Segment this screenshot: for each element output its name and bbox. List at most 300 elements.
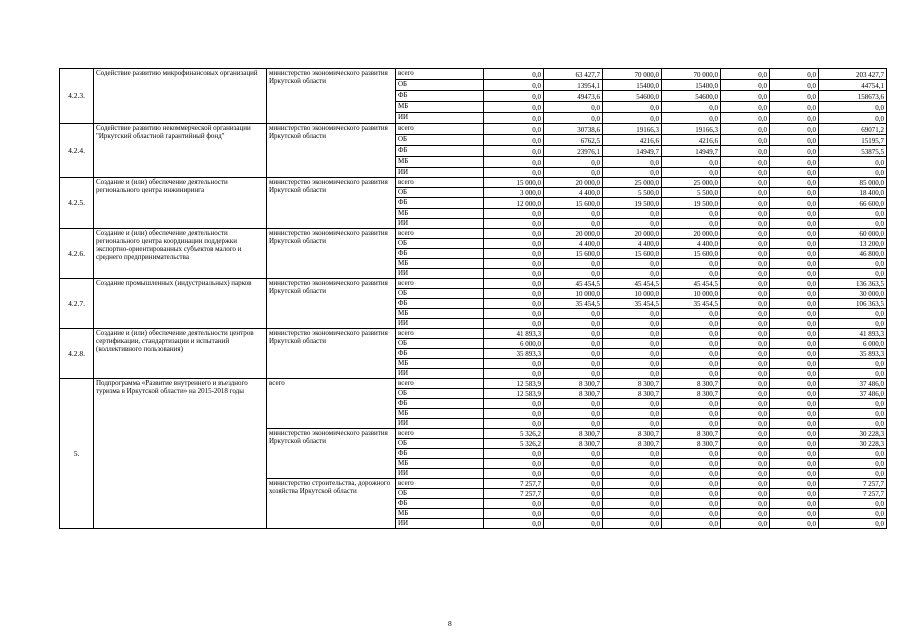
amount-cell: 15195,7 xyxy=(819,135,887,146)
amount-cell: 7 257,7 xyxy=(819,479,887,489)
funding-source: всего xyxy=(396,379,484,389)
funding-source: ОБ xyxy=(396,239,484,249)
executor-name: министерство экономического развития Иркутской области xyxy=(267,429,396,479)
funding-source: всего xyxy=(396,279,484,289)
amount-cell: 0,0 xyxy=(770,168,819,178)
funding-source: ИИ xyxy=(396,419,484,429)
amount-cell: 0,0 xyxy=(721,429,770,439)
amount-cell: 15400,0 xyxy=(603,80,662,91)
section-name: Подпрограмма «Развитие внутреннего и въездного туризма в Иркутской области» на 2015-2018 годы xyxy=(94,379,267,529)
funding-source: МБ xyxy=(396,157,484,168)
amount-cell: 0,0 xyxy=(721,249,770,259)
amount-cell: 0,0 xyxy=(544,489,603,499)
amount-cell: 0,0 xyxy=(721,519,770,529)
funding-source: всего xyxy=(396,429,484,439)
amount-cell: 0,0 xyxy=(819,219,887,229)
amount-cell: 0,0 xyxy=(721,409,770,419)
amount-cell: 0,0 xyxy=(662,359,721,369)
amount-cell: 0,0 xyxy=(819,369,887,379)
funding-source: ИИ xyxy=(396,113,484,124)
amount-cell: 0,0 xyxy=(484,102,544,113)
amount-cell: 0,0 xyxy=(603,369,662,379)
section-name: Создание и (или) обеспечение деятельности центров сертификации, стандартизации и испытаний (коллективного пользования) xyxy=(94,329,267,379)
amount-cell: 0,0 xyxy=(484,146,544,157)
table-row xyxy=(60,178,887,188)
amount-cell: 0,0 xyxy=(662,157,721,168)
amount-cell: 0,0 xyxy=(484,399,544,409)
amount-cell: 0,0 xyxy=(544,209,603,219)
amount-cell: 0,0 xyxy=(770,459,819,469)
amount-cell: 0,0 xyxy=(544,219,603,229)
funding-source: МБ xyxy=(396,459,484,469)
amount-cell: 0,0 xyxy=(662,113,721,124)
funding-source: ФБ xyxy=(396,349,484,359)
amount-cell: 0,0 xyxy=(603,499,662,509)
amount-cell: 7 257,7 xyxy=(484,479,544,489)
amount-cell: 0,0 xyxy=(662,269,721,279)
amount-cell: 8 300,7 xyxy=(662,389,721,399)
amount-cell: 0,0 xyxy=(770,309,819,319)
amount-cell: 0,0 xyxy=(603,509,662,519)
amount-cell: 35 454,5 xyxy=(603,299,662,309)
amount-cell: 0,0 xyxy=(544,349,603,359)
amount-cell: 0,0 xyxy=(484,168,544,178)
amount-cell: 8 300,7 xyxy=(662,429,721,439)
funding-source: ФБ xyxy=(396,249,484,259)
amount-cell: 0,0 xyxy=(819,259,887,269)
amount-cell: 19166,3 xyxy=(662,124,721,135)
amount-cell: 20 000,0 xyxy=(603,229,662,239)
amount-cell: 0,0 xyxy=(819,168,887,178)
amount-cell: 8 300,7 xyxy=(544,379,603,389)
amount-cell: 0,0 xyxy=(662,449,721,459)
amount-cell: 0,0 xyxy=(484,135,544,146)
amount-cell: 0,0 xyxy=(662,259,721,269)
funding-source: ИИ xyxy=(396,469,484,479)
amount-cell: 4 400,0 xyxy=(544,188,603,198)
amount-cell: 4 400,0 xyxy=(544,239,603,249)
section-name: Создание промышленных (индустриальных) парков xyxy=(94,279,267,329)
amount-cell: 4216,6 xyxy=(603,135,662,146)
amount-cell: 0,0 xyxy=(819,157,887,168)
amount-cell: 0,0 xyxy=(603,359,662,369)
amount-cell: 0,0 xyxy=(544,168,603,178)
funding-source: ФБ xyxy=(396,499,484,509)
amount-cell: 15 000,0 xyxy=(484,178,544,188)
amount-cell: 0,0 xyxy=(662,369,721,379)
amount-cell: 0,0 xyxy=(721,259,770,269)
amount-cell: 0,0 xyxy=(544,479,603,489)
amount-cell: 0,0 xyxy=(544,269,603,279)
amount-cell: 19 500,0 xyxy=(662,198,721,209)
amount-cell: 0,0 xyxy=(721,489,770,499)
amount-cell: 14949,7 xyxy=(603,146,662,157)
funding-source: МБ xyxy=(396,259,484,269)
amount-cell: 7 257,7 xyxy=(819,489,887,499)
budget-table xyxy=(59,68,887,529)
funding-source: МБ xyxy=(396,359,484,369)
amount-cell: 0,0 xyxy=(603,459,662,469)
amount-cell: 0,0 xyxy=(770,359,819,369)
executor-name: министерство экономического развития Иркутской области xyxy=(267,329,396,379)
amount-cell: 0,0 xyxy=(770,429,819,439)
amount-cell: 0,0 xyxy=(770,229,819,239)
executor-name: министерство строительства, дорожного хозяйства Иркутской области xyxy=(267,479,396,529)
amount-cell: 0,0 xyxy=(544,259,603,269)
amount-cell: 0,0 xyxy=(770,499,819,509)
executor-name: министерство экономического развития Иркутской области xyxy=(267,124,396,178)
amount-cell: 0,0 xyxy=(721,80,770,91)
amount-cell: 0,0 xyxy=(721,157,770,168)
funding-source: ОБ xyxy=(396,439,484,449)
amount-cell: 0,0 xyxy=(770,489,819,499)
amount-cell: 0,0 xyxy=(721,269,770,279)
amount-cell: 0,0 xyxy=(770,209,819,219)
amount-cell: 18 400,0 xyxy=(819,188,887,198)
amount-cell: 66 600,0 xyxy=(819,198,887,209)
amount-cell: 0,0 xyxy=(603,449,662,459)
amount-cell: 0,0 xyxy=(721,459,770,469)
amount-cell: 0,0 xyxy=(662,168,721,178)
amount-cell: 0,0 xyxy=(770,198,819,209)
amount-cell: 0,0 xyxy=(770,449,819,459)
amount-cell: 30 000,0 xyxy=(819,289,887,299)
amount-cell: 0,0 xyxy=(770,102,819,113)
section-name: Содействие развитию микрофинансовых организаций xyxy=(94,69,267,124)
amount-cell: 4216,6 xyxy=(662,135,721,146)
amount-cell: 0,0 xyxy=(721,389,770,399)
amount-cell: 0,0 xyxy=(721,509,770,519)
amount-cell: 0,0 xyxy=(721,379,770,389)
amount-cell: 0,0 xyxy=(770,124,819,135)
page-number: 8 xyxy=(448,619,452,628)
amount-cell: 0,0 xyxy=(484,359,544,369)
funding-source: ИИ xyxy=(396,219,484,229)
amount-cell: 35 454,5 xyxy=(662,299,721,309)
amount-cell: 60 000,0 xyxy=(819,229,887,239)
executor-name: министерство экономического развития Иркутской области xyxy=(267,229,396,279)
amount-cell: 0,0 xyxy=(603,329,662,339)
amount-cell: 0,0 xyxy=(544,113,603,124)
amount-cell: 0,0 xyxy=(721,299,770,309)
amount-cell: 0,0 xyxy=(721,469,770,479)
amount-cell: 37 486,0 xyxy=(819,379,887,389)
funding-source: ИИ xyxy=(396,369,484,379)
amount-cell: 0,0 xyxy=(721,399,770,409)
amount-cell: 0,0 xyxy=(662,499,721,509)
amount-cell: 37 486,0 xyxy=(819,389,887,399)
amount-cell: 0,0 xyxy=(721,319,770,329)
amount-cell: 0,0 xyxy=(484,157,544,168)
section-code: 4.2.4. xyxy=(60,124,94,178)
amount-cell: 0,0 xyxy=(544,102,603,113)
amount-cell: 0,0 xyxy=(603,219,662,229)
funding-source: ФБ xyxy=(396,399,484,409)
funding-source: МБ xyxy=(396,102,484,113)
amount-cell: 0,0 xyxy=(819,469,887,479)
amount-cell: 0,0 xyxy=(603,168,662,178)
amount-cell: 0,0 xyxy=(603,259,662,269)
amount-cell: 0,0 xyxy=(484,409,544,419)
amount-cell: 0,0 xyxy=(544,499,603,509)
funding-source: ОБ xyxy=(396,80,484,91)
amount-cell: 15 600,0 xyxy=(544,249,603,259)
funding-source: ОБ xyxy=(396,339,484,349)
amount-cell: 0,0 xyxy=(721,209,770,219)
amount-cell: 0,0 xyxy=(721,229,770,239)
funding-source: МБ xyxy=(396,409,484,419)
section-code: 4.2.3. xyxy=(60,69,94,124)
amount-cell: 0,0 xyxy=(721,499,770,509)
table-row xyxy=(60,379,887,389)
amount-cell: 0,0 xyxy=(770,419,819,429)
executor-name: министерство экономического развития Иркутской области xyxy=(267,279,396,329)
amount-cell: 35 893,3 xyxy=(484,349,544,359)
funding-source: ИИ xyxy=(396,168,484,178)
amount-cell: 0,0 xyxy=(484,459,544,469)
amount-cell: 0,0 xyxy=(819,509,887,519)
amount-cell: 0,0 xyxy=(721,69,770,80)
amount-cell: 0,0 xyxy=(721,219,770,229)
amount-cell: 0,0 xyxy=(770,349,819,359)
amount-cell: 0,0 xyxy=(603,489,662,499)
amount-cell: 12 000,0 xyxy=(484,198,544,209)
amount-cell: 0,0 xyxy=(770,219,819,229)
amount-cell: 14949,7 xyxy=(662,146,721,157)
amount-cell: 0,0 xyxy=(603,102,662,113)
amount-cell: 6762,5 xyxy=(544,135,603,146)
amount-cell: 0,0 xyxy=(770,509,819,519)
funding-source: ОБ xyxy=(396,389,484,399)
funding-source: всего xyxy=(396,329,484,339)
amount-cell: 15 600,0 xyxy=(662,249,721,259)
amount-cell: 0,0 xyxy=(484,124,544,135)
amount-cell: 15 600,0 xyxy=(544,198,603,209)
amount-cell: 0,0 xyxy=(662,409,721,419)
amount-cell: 0,0 xyxy=(770,188,819,198)
section-code: 4.2.6. xyxy=(60,229,94,279)
amount-cell: 54600,0 xyxy=(603,91,662,102)
amount-cell: 54600,0 xyxy=(662,91,721,102)
table-row xyxy=(60,124,887,135)
amount-cell: 0,0 xyxy=(484,80,544,91)
amount-cell: 0,0 xyxy=(662,419,721,429)
amount-cell: 0,0 xyxy=(484,229,544,239)
amount-cell: 0,0 xyxy=(484,269,544,279)
amount-cell: 0,0 xyxy=(721,349,770,359)
amount-cell: 25 000,0 xyxy=(603,178,662,188)
amount-cell: 0,0 xyxy=(484,369,544,379)
amount-cell: 53875,5 xyxy=(819,146,887,157)
amount-cell: 0,0 xyxy=(770,299,819,309)
amount-cell: 0,0 xyxy=(721,419,770,429)
amount-cell: 0,0 xyxy=(819,319,887,329)
amount-cell: 19166,3 xyxy=(603,124,662,135)
amount-cell: 5 500,0 xyxy=(662,188,721,198)
amount-cell: 0,0 xyxy=(544,409,603,419)
amount-cell: 0,0 xyxy=(603,479,662,489)
amount-cell: 0,0 xyxy=(662,469,721,479)
amount-cell: 0,0 xyxy=(721,449,770,459)
funding-source: МБ xyxy=(396,509,484,519)
amount-cell: 63 427,7 xyxy=(544,69,603,80)
funding-source: МБ xyxy=(396,209,484,219)
amount-cell: 0,0 xyxy=(819,269,887,279)
amount-cell: 0,0 xyxy=(770,249,819,259)
amount-cell: 0,0 xyxy=(721,369,770,379)
amount-cell: 8 300,7 xyxy=(603,389,662,399)
funding-source: МБ xyxy=(396,309,484,319)
funding-source: всего xyxy=(396,479,484,489)
amount-cell: 0,0 xyxy=(770,269,819,279)
amount-cell: 0,0 xyxy=(544,309,603,319)
amount-cell: 0,0 xyxy=(819,359,887,369)
funding-source: ОБ xyxy=(396,188,484,198)
section-name: Создание и (или) обеспечение деятельности регионального центра координации поддержки экспортно-ориентированных субъектов малого и среднего предпринимательства xyxy=(94,229,267,279)
amount-cell: 13954,1 xyxy=(544,80,603,91)
amount-cell: 0,0 xyxy=(819,209,887,219)
amount-cell: 0,0 xyxy=(544,449,603,459)
amount-cell: 0,0 xyxy=(721,239,770,249)
amount-cell: 30738,6 xyxy=(544,124,603,135)
amount-cell: 41 893,3 xyxy=(819,329,887,339)
amount-cell: 0,0 xyxy=(819,419,887,429)
amount-cell: 0,0 xyxy=(770,439,819,449)
table-row xyxy=(60,229,887,239)
amount-cell: 0,0 xyxy=(770,379,819,389)
amount-cell: 0,0 xyxy=(662,319,721,329)
amount-cell: 0,0 xyxy=(544,369,603,379)
amount-cell: 3 000,0 xyxy=(484,188,544,198)
amount-cell: 0,0 xyxy=(603,399,662,409)
amount-cell: 46 800,0 xyxy=(819,249,887,259)
amount-cell: 0,0 xyxy=(603,409,662,419)
amount-cell: 0,0 xyxy=(721,289,770,299)
amount-cell: 15400,0 xyxy=(662,80,721,91)
amount-cell: 5 326,2 xyxy=(484,429,544,439)
amount-cell: 0,0 xyxy=(544,509,603,519)
amount-cell: 0,0 xyxy=(721,359,770,369)
amount-cell: 0,0 xyxy=(662,309,721,319)
amount-cell: 70 000,0 xyxy=(662,69,721,80)
section-code: 4.2.5. xyxy=(60,178,94,229)
amount-cell: 0,0 xyxy=(662,489,721,499)
amount-cell: 0,0 xyxy=(770,409,819,419)
amount-cell: 20 000,0 xyxy=(662,229,721,239)
executor-name: министерство экономического развития Иркутской области xyxy=(267,178,396,229)
amount-cell: 8 300,7 xyxy=(662,439,721,449)
amount-cell: 0,0 xyxy=(603,469,662,479)
amount-cell: 0,0 xyxy=(603,419,662,429)
amount-cell: 0,0 xyxy=(544,157,603,168)
amount-cell: 5 326,2 xyxy=(484,439,544,449)
amount-cell: 0,0 xyxy=(662,102,721,113)
amount-cell: 45 454,5 xyxy=(603,279,662,289)
amount-cell: 0,0 xyxy=(721,188,770,198)
funding-source: всего xyxy=(396,229,484,239)
amount-cell: 8 300,7 xyxy=(544,389,603,399)
funding-source: ИИ xyxy=(396,319,484,329)
amount-cell: 0,0 xyxy=(544,419,603,429)
amount-cell: 30 228,3 xyxy=(819,429,887,439)
amount-cell: 0,0 xyxy=(484,113,544,124)
amount-cell: 0,0 xyxy=(721,329,770,339)
amount-cell: 0,0 xyxy=(484,91,544,102)
amount-cell: 0,0 xyxy=(770,146,819,157)
amount-cell: 10 000,0 xyxy=(662,289,721,299)
funding-source: ОБ xyxy=(396,289,484,299)
amount-cell: 0,0 xyxy=(819,399,887,409)
amount-cell: 0,0 xyxy=(770,519,819,529)
amount-cell: 0,0 xyxy=(484,469,544,479)
amount-cell: 0,0 xyxy=(484,299,544,309)
section-code: 5. xyxy=(60,379,94,529)
amount-cell: 8 300,7 xyxy=(603,379,662,389)
amount-cell: 0,0 xyxy=(484,499,544,509)
section-name: Создание и (или) обеспечение деятельности регионального центра инжиниринга xyxy=(94,178,267,229)
amount-cell: 0,0 xyxy=(544,359,603,369)
amount-cell: 23976,1 xyxy=(544,146,603,157)
amount-cell: 0,0 xyxy=(484,449,544,459)
amount-cell: 44754,1 xyxy=(819,80,887,91)
amount-cell: 35 454,5 xyxy=(544,299,603,309)
amount-cell: 35 893,3 xyxy=(819,349,887,359)
funding-source: ФБ xyxy=(396,299,484,309)
amount-cell: 8 300,7 xyxy=(544,429,603,439)
amount-cell: 0,0 xyxy=(721,309,770,319)
amount-cell: 69071,2 xyxy=(819,124,887,135)
funding-source: ФБ xyxy=(396,91,484,102)
amount-cell: 4 400,0 xyxy=(662,239,721,249)
amount-cell: 0,0 xyxy=(770,319,819,329)
amount-cell: 0,0 xyxy=(544,319,603,329)
amount-cell: 49473,6 xyxy=(544,91,603,102)
amount-cell: 0,0 xyxy=(544,329,603,339)
amount-cell: 0,0 xyxy=(484,249,544,259)
table-row xyxy=(60,279,887,289)
amount-cell: 10 000,0 xyxy=(544,289,603,299)
funding-source: ФБ xyxy=(396,146,484,157)
amount-cell: 0,0 xyxy=(484,209,544,219)
amount-cell: 136 363,5 xyxy=(819,279,887,289)
amount-cell: 158673,6 xyxy=(819,91,887,102)
executor-name: министерство экономического развития Иркутской области xyxy=(267,69,396,124)
amount-cell: 12 583,9 xyxy=(484,379,544,389)
funding-source: всего xyxy=(396,69,484,80)
amount-cell: 0,0 xyxy=(770,289,819,299)
amount-cell: 0,0 xyxy=(770,135,819,146)
amount-cell: 0,0 xyxy=(819,519,887,529)
amount-cell: 0,0 xyxy=(819,309,887,319)
amount-cell: 0,0 xyxy=(662,459,721,469)
amount-cell: 25 000,0 xyxy=(662,178,721,188)
amount-cell: 106 363,5 xyxy=(819,299,887,309)
amount-cell: 0,0 xyxy=(770,80,819,91)
amount-cell: 20 000,0 xyxy=(544,229,603,239)
funding-source: ФБ xyxy=(396,449,484,459)
amount-cell: 0,0 xyxy=(484,259,544,269)
amount-cell: 19 500,0 xyxy=(603,198,662,209)
amount-cell: 45 454,5 xyxy=(544,279,603,289)
amount-cell: 7 257,7 xyxy=(484,489,544,499)
amount-cell: 0,0 xyxy=(603,157,662,168)
amount-cell: 0,0 xyxy=(819,449,887,459)
amount-cell: 0,0 xyxy=(544,339,603,349)
amount-cell: 0,0 xyxy=(721,279,770,289)
amount-cell: 0,0 xyxy=(484,239,544,249)
amount-cell: 6 000,0 xyxy=(819,339,887,349)
amount-cell: 0,0 xyxy=(819,409,887,419)
